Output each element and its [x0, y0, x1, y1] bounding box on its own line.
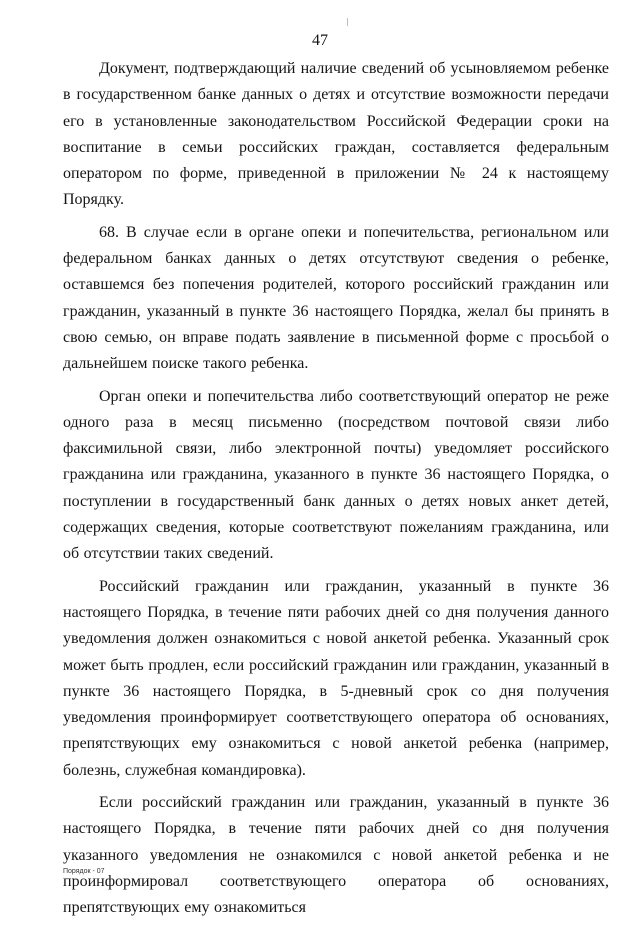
- page-number: 47: [312, 32, 328, 49]
- paragraph-review-deadline: Российский гражданин или гражданин, указанный в пункте 36 настоящего Порядка, в течение пяти рабочих дней со дня получения данного уведомления должен ознакомиться с новой анкетой ребенка. Указанный срок может быть продлен, если российский гражданин или гражданин, указанный в пункте 36 настоящего Порядка, в 5-дневный срок со дня получения уведомления проинформирует соответствующего оператора об основаниях, препятствующих ему ознакомиться с новой анкетой ребенка (например, болезнь, служебная командировка).: [63, 577, 609, 779]
- document-body: [63, 56, 609, 928]
- paragraph-68: 68. В случае если в органе опеки и попечительства, региональном или федеральном банках данных о детях отсутствуют сведения о ребенке, оставшемся без попечения родителей, которого российский гражданин или гражданин, указанный в пункте 36 настоящего Порядка, желал бы принять в свою семью, он вправе подать заявление в письменной форме с просьбой о дальнейшем поиске такого ребенка.: [63, 223, 609, 373]
- paragraph-notification: Орган опеки и попечительства либо соответствующий оператор не реже одного раза в месяц письменно (посредством почтовой связи либо факсимильной связи, либо электронной почты) уведомляет российского гражданина или гражданина, указанного в пункте 36 настоящего Порядка, о поступлении в государственный банк данных о детях новых анкет детей, содержащих сведения, которые соответствуют пожеланиям гражданина, или об отсутствии таких сведений.: [63, 387, 609, 563]
- paragraph-document-confirmation: Документ, подтверждающий наличие сведений об усыновляемом ребенке в государственном банке данных о детях и отсутствие возможности передачи его в установленные законодательством Российской Федерации сроки на воспитание в семьи российских граждан, составляется федеральным оператором по форме, приведенной в приложении № 24 к настоящему Порядку.: [63, 60, 609, 209]
- footer-label: Порядок - 07: [63, 868, 105, 875]
- paragraph-failure-to-review: Если российский гражданин или гражданин, указанный в пункте 36 настоящего Порядка, в течение пяти рабочих дней со дня получения указанного уведомления не ознакомился с новой анкетой ребенка и не проинформировал соответствующего оператора об основаниях, препятствующих ему ознакомиться: [63, 794, 609, 917]
- scan-mark: [347, 18, 348, 26]
